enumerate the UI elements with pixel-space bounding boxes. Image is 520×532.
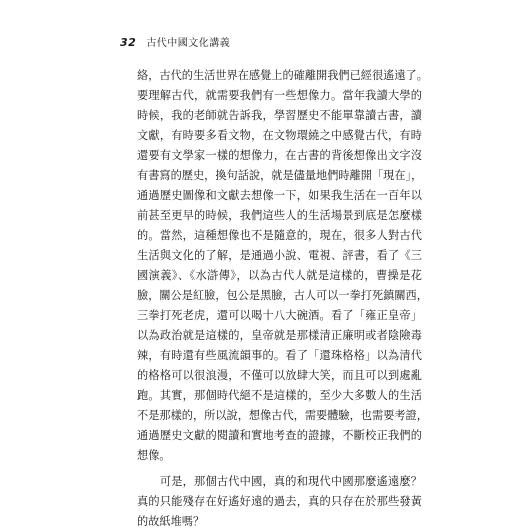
text-line: 還要有文學家一樣的想像力，在古書的背後想像出文字沒: [137, 149, 422, 162]
running-header: [120, 34, 230, 50]
text-line: 臉，關公是紅臉，包公是黑臉，古人可以一拳打死鎮關西，: [137, 289, 428, 302]
text-line: 文獻，有時要多看文物，在文物環繞之中感覺古代，有時: [137, 129, 422, 142]
text-line: 三拳打死老虎，還可以喝十八大碗酒。看了「雍正皇帝」: [137, 309, 422, 322]
text-line: 生活與文化的了解，是通過小說、電視、評書，看了《三: [137, 249, 422, 262]
text-line: 想像。: [137, 449, 171, 462]
text-line: 的。當然，這種想像也不是隨意的，現在，很多人對古代: [137, 229, 422, 242]
text-line: 國演義》、《水滸傳》，以為古代人就是這樣的，曹操是花: [137, 269, 422, 282]
book-title: 古代中國文化講義: [146, 38, 231, 49]
text-line: 真的只能殘存在好遙好遠的過去，真的只存在於那些發黃: [137, 495, 422, 508]
text-line: 跑。其實，那個時代絕不是這樣的，至少大多數人的生活: [137, 389, 422, 402]
text-line: 通過歷史文獻的閱讀和實地考查的證據，不斷校正我們的: [137, 429, 422, 442]
text-line: 可是，那個古代中國，真的和現代中國那麼遙遠麼？: [137, 475, 422, 488]
text-line: 以為政治就是這樣的，皇帝就是那樣清正廉明或者陰險毒: [137, 329, 422, 342]
text-line: 的故紙堆嗎？: [137, 515, 205, 528]
body-text: [137, 66, 428, 532]
page-number: 32: [120, 36, 137, 49]
paragraph: [137, 472, 422, 532]
text-line: 絡，古代的生活世界在感覺上的確離開我們已經很遙遠了。: [137, 69, 428, 82]
text-line: 有書寫的歷史，換句話說，就是儘量地們時離開「現在」，: [137, 169, 423, 182]
text-line: 辣，有時還有些風流韻事的。看了「還珠格格」以為清代: [137, 349, 422, 362]
paragraph: [137, 66, 428, 466]
text-line: 的格格可以很浪漫，不僅可以放肆大笑，而且可以到處亂: [137, 369, 422, 382]
text-line: 要理解古代，就需要我們有一些想像力。當年我讀大學的: [137, 89, 422, 102]
text-line: 不是那樣的，所以說，想像古代，需要體驗，也需要考證，: [137, 409, 428, 422]
text-line: 通過歷史圖像和文獻去想像一下，如果我生活在一百年以: [137, 189, 422, 202]
text-line: 時候，我的老師就告訴我，學習歷史不能單靠讀古書，讀: [137, 109, 422, 122]
text-line: 前甚至更早的時候，我們這些人的生活場景到底是怎麼樣: [137, 209, 422, 222]
